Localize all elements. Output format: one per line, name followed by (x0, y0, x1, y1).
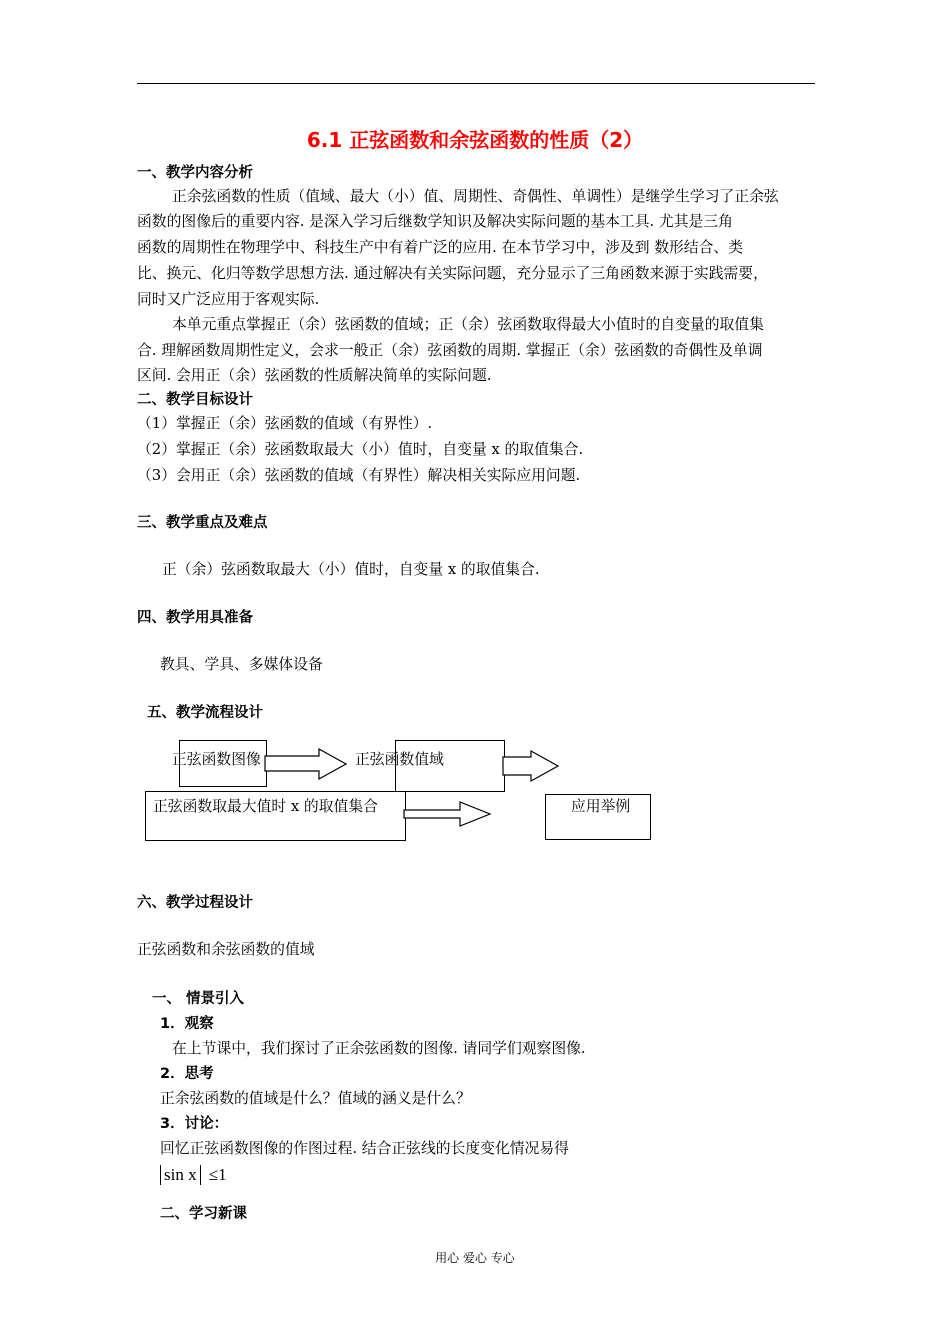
section-heading-content-analysis: 一、教学内容分析 (137, 165, 253, 181)
step-label-discuss: 3．讨论： (160, 1116, 229, 1132)
part-heading-intro: 一、 情景引入 (152, 991, 245, 1007)
paragraph-line: 合. 理解函数周期性定义，会求一般正（余）弦函数的周期. 掌握正（余）弦函数的奇偶性及单调 (137, 342, 763, 359)
flow-label-graph: 正弦函数图像 (172, 751, 261, 768)
arrow-right-icon (404, 802, 490, 826)
section-heading-flow: 五、教学流程设计 (147, 705, 263, 721)
arrow-right-icon (503, 751, 558, 781)
page-footer: 用心 爱心 专心 (435, 1251, 515, 1265)
step-text-discuss: 回忆正弦函数图像的作图过程. 结合正弦线的长度变化情况易得 (160, 1140, 569, 1157)
section-heading-tools: 四、教学用具准备 (137, 610, 253, 626)
flow-label-range: 正弦函数值域 (355, 751, 444, 768)
paragraph-line: 区间. 会用正（余）弦函数的性质解决简单的实际问题. (137, 367, 492, 384)
arrow-right-icon (265, 749, 346, 779)
step-label-observe: 1．观察 (160, 1016, 214, 1032)
step-text-think: 正余弦函数的值域是什么？值域的涵义是什么？ (160, 1090, 471, 1107)
objective-item: （1）掌握正（余）弦函数的值域（有界性）. (137, 415, 433, 432)
flow-label-application: 应用举例 (571, 798, 631, 815)
section-heading-key-points: 三、教学重点及难点 (137, 515, 268, 531)
objective-item: （3）会用正（余）弦函数的值域（有界性）解决相关实际应用问题. (137, 467, 581, 484)
section-heading-objectives: 二、教学目标设计 (137, 392, 253, 408)
paragraph-line: 正余弦函数的性质（值域、最大（小）值、周期性、奇偶性、单调性）是继学生学习了正余弦 (172, 188, 779, 205)
paragraph-line: 函数的图像后的重要内容. 是深入学习后继数学知识及解决实际问题的基本工具. 尤其是三角 (137, 213, 733, 230)
tools-text: 教具、学具、多媒体设备 (160, 656, 323, 673)
document-title: 6.1 正弦函数和余弦函数的性质（2） (306, 128, 644, 152)
paragraph-line: 本单元重点掌握正（余）弦函数的值域；正（余）弦函数取得最大小值时的自变量的取值集 (172, 316, 764, 333)
formula-sin-bound (160, 1165, 227, 1185)
subtitle-range: 正弦函数和余弦函数的值域 (137, 941, 315, 958)
step-label-think: 2．思考 (160, 1066, 214, 1082)
part-heading-new-lesson: 二、学习新课 (160, 1206, 247, 1222)
step-text-observe: 在上节课中，我们探讨了正余弦函数的图像. 请同学们观察图像. (172, 1040, 586, 1057)
paragraph-line: 函数的周期性在物理学中、科技生产中有着广泛的应用. 在本节学习中，涉及到 数形结合、类 (137, 239, 743, 256)
section-heading-process: 六、教学过程设计 (137, 895, 253, 911)
formula-expr: sin x (164, 1165, 197, 1184)
key-points-text: 正（余）弦函数取最大（小）值时，自变量 x 的取值集合. (162, 561, 540, 578)
paragraph-line: 比、换元、化归等数学思想方法. 通过解决有关实际问题，充分显示了三角函数来源于实践需要， (137, 265, 768, 282)
formula-relation: ≤1 (208, 1165, 227, 1184)
flow-label-max-value: 正弦函数取最大值时 x 的取值集合 (153, 798, 378, 815)
objective-item: （2）掌握正（余）弦函数取最大（小）值时，自变量 x 的取值集合. (137, 441, 584, 458)
paragraph-line: 同时又广泛应用于客观实际. (137, 291, 320, 308)
